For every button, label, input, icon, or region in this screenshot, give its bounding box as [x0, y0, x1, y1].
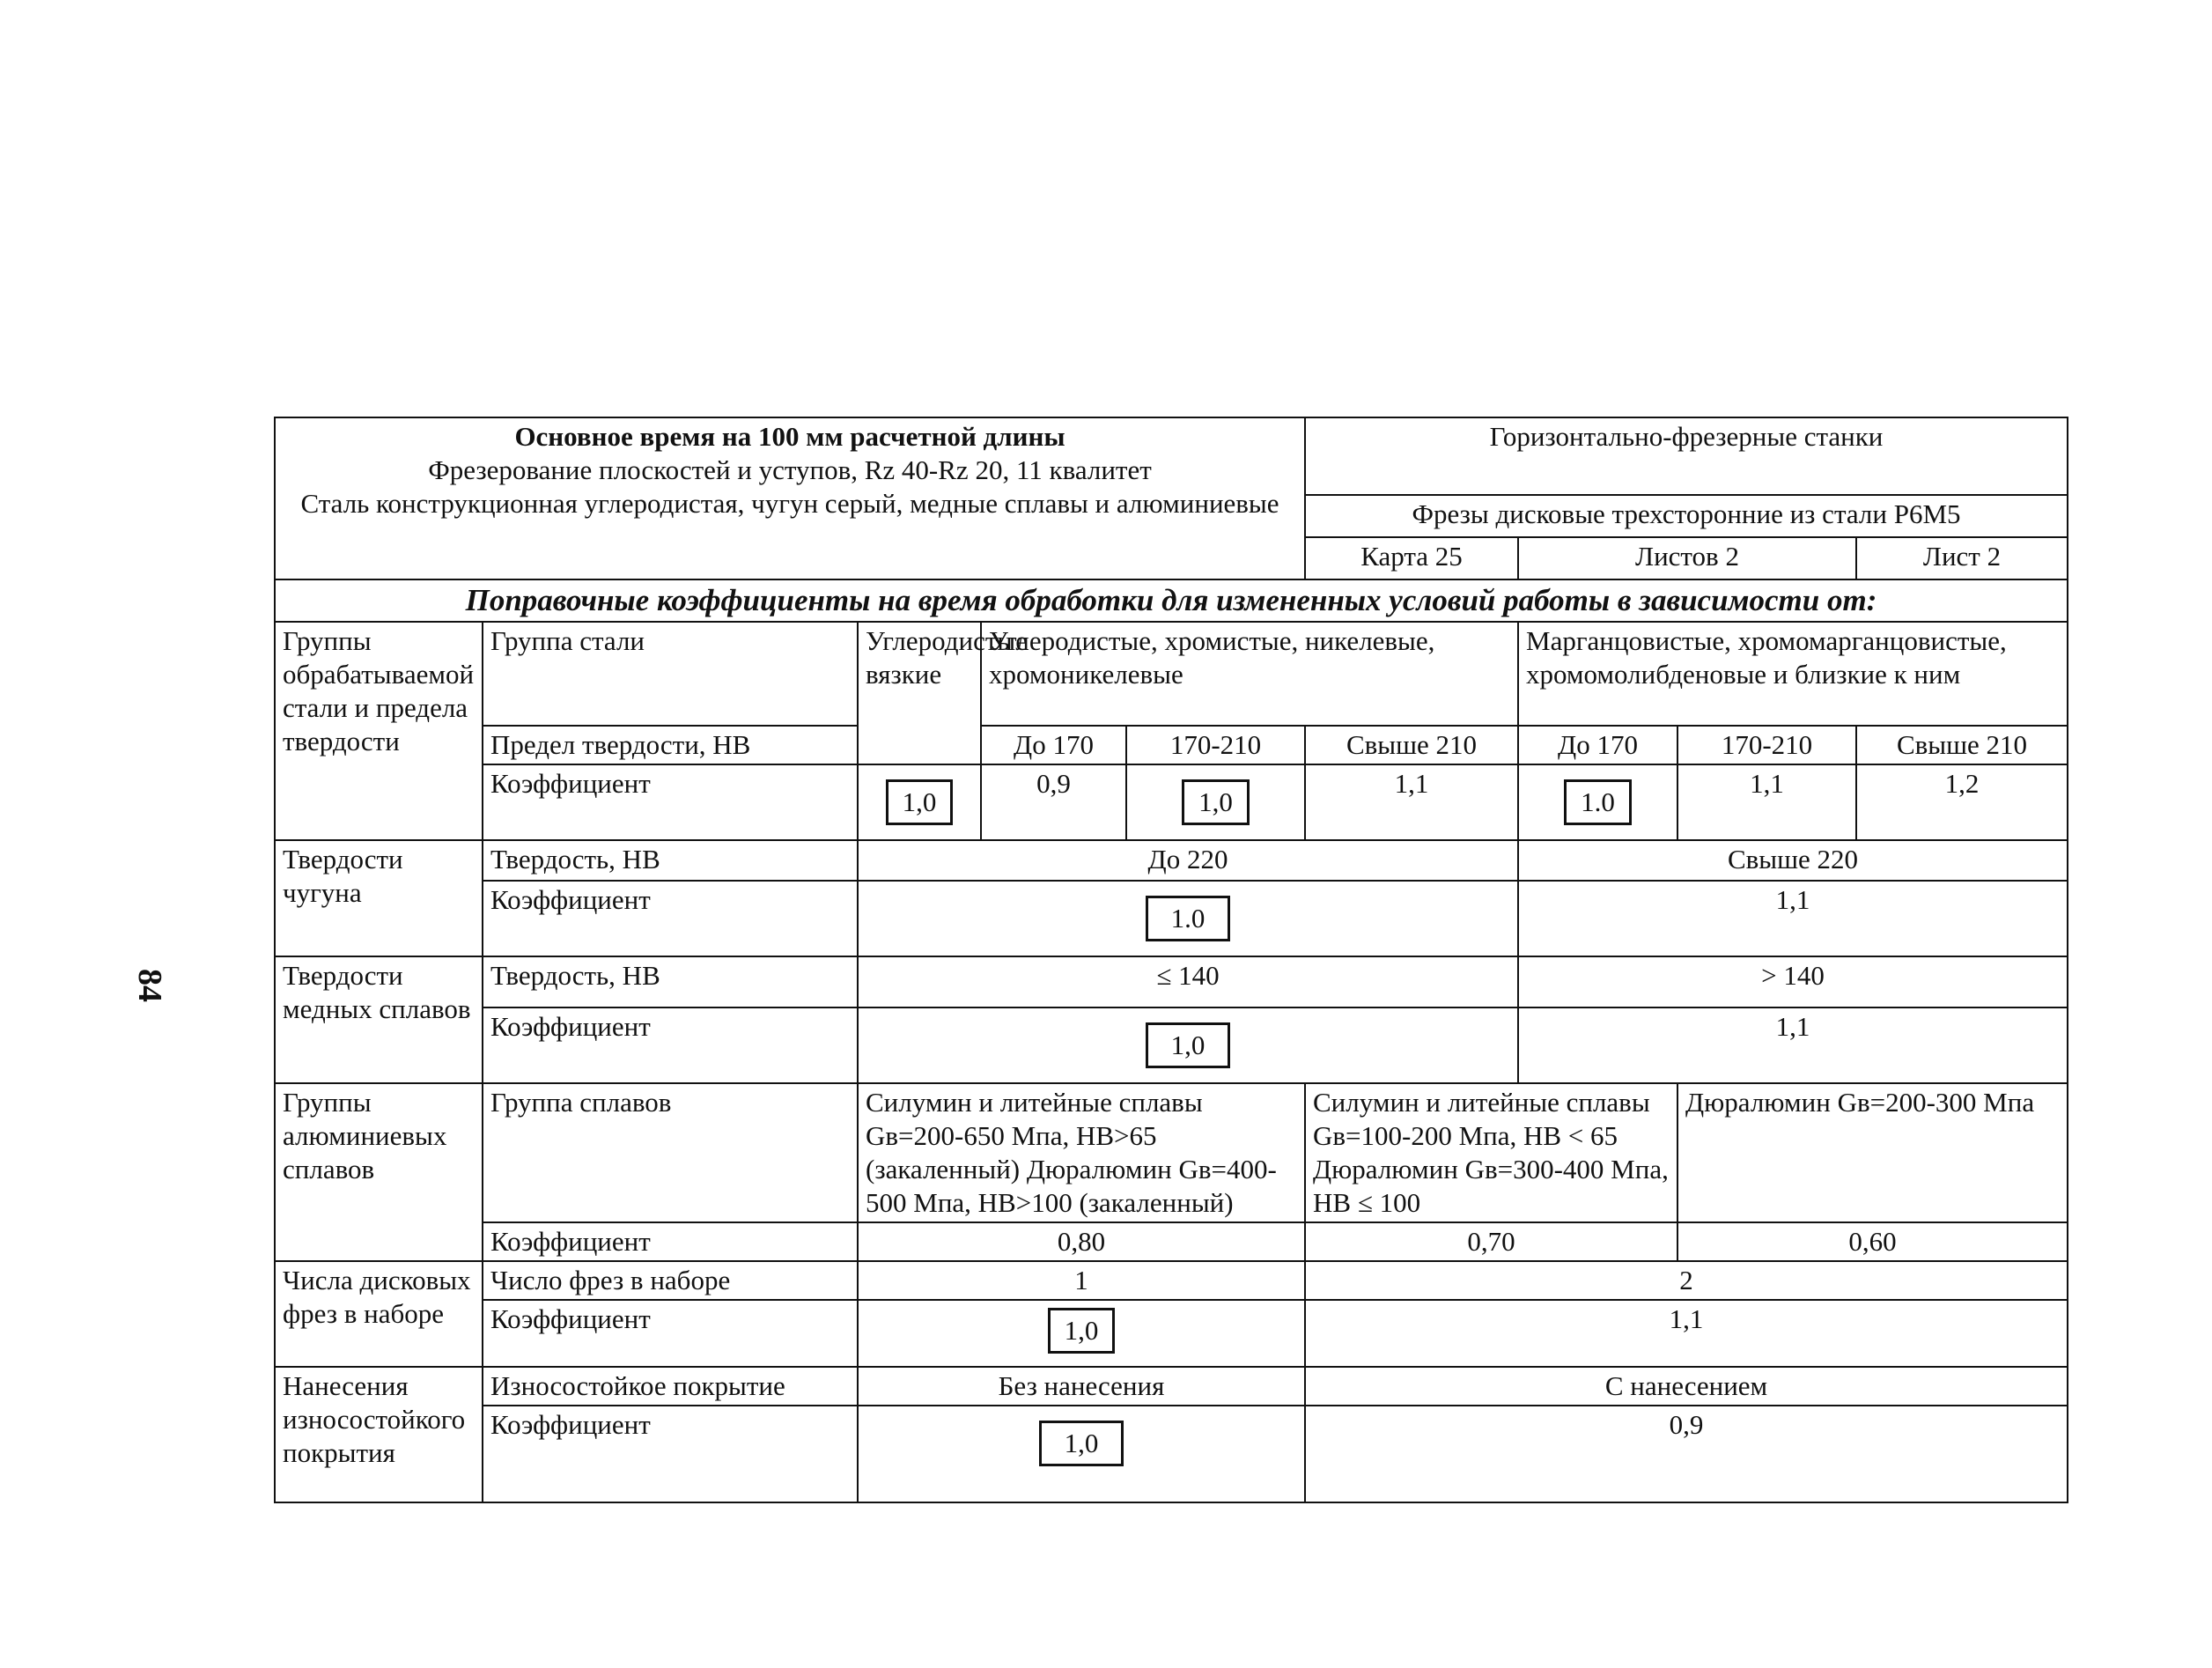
- steel-coef: 0,9: [981, 764, 1126, 840]
- cast-iron-coef-label: Коэффициент: [483, 881, 858, 956]
- steel-coef: 1,1: [1677, 764, 1856, 840]
- aluminum-coef: 0,80: [858, 1222, 1305, 1261]
- steel-coef-boxed: 1,0: [886, 779, 954, 825]
- coating-option: С нанесением: [1305, 1367, 2068, 1406]
- coating-coef-label: Коэффициент: [483, 1406, 858, 1502]
- steel-hardness-range: До 170: [1518, 726, 1677, 764]
- copper-group-label: Твердости медных сплавов: [275, 956, 483, 1083]
- aluminum-coef-label: Коэффициент: [483, 1222, 858, 1261]
- header-material: Сталь конструкционная углеродистая, чугун серый, медные сплавы и алюминиевые: [300, 488, 1279, 519]
- steel-hardness-range: Свыше 210: [1305, 726, 1518, 764]
- copper-coef-label: Коэффициент: [483, 1007, 858, 1083]
- steel-group-col-label: Группа стали: [483, 622, 858, 726]
- header-title: Основное время на 100 мм расчетной длины: [514, 421, 1065, 452]
- aluminum-alloy-group-label: Группа сплавов: [483, 1083, 858, 1222]
- copper-hardness-label: Твердость, НВ: [483, 956, 858, 1007]
- aluminum-coef: 0,60: [1677, 1222, 2068, 1261]
- copper-coef: 1,1: [1518, 1007, 2068, 1083]
- copper-range: ≤ 140: [858, 956, 1518, 1007]
- steel-hardness-range: Свыше 210: [1856, 726, 2068, 764]
- steel-coef-label: Коэффициент: [483, 764, 858, 840]
- tool-type: Фрезы дисковые трехсторонние из стали Р6М5: [1305, 495, 2068, 537]
- steel-hardness-range: 170-210: [1677, 726, 1856, 764]
- header-title-block: [275, 417, 1305, 579]
- correction-coefficients-table: [274, 417, 2068, 1503]
- steel-coef-boxed: 1.0: [1564, 779, 1632, 825]
- coating-label: Износостойкое покрытие: [483, 1367, 858, 1406]
- steel-viscous-header: Углеродистые вязкие: [858, 622, 981, 764]
- steel-coef: 1,1: [1305, 764, 1518, 840]
- cutters-count: 1: [858, 1261, 1305, 1300]
- coating-coef-boxed: 1,0: [1039, 1421, 1124, 1466]
- steel-coef: 1,2: [1856, 764, 2068, 840]
- aluminum-group-label: Группы алюминиевых сплавов: [275, 1083, 483, 1261]
- cast-iron-range: До 220: [858, 840, 1518, 881]
- cutters-coef: 1,1: [1305, 1300, 2068, 1367]
- sheet-number: Лист 2: [1856, 537, 2068, 579]
- coating-option: Без нанесения: [858, 1367, 1305, 1406]
- coating-coef: 0,9: [1305, 1406, 2068, 1502]
- copper-coef-boxed: 1,0: [1146, 1022, 1231, 1068]
- steel-coef-boxed: 1,0: [1182, 779, 1250, 825]
- machine-type: Горизонтально-фрезерные станки: [1305, 417, 2068, 495]
- aluminum-group: Силумин и литейные сплавы Gв=200-650 Мпа, НВ>65 (закаленный) Дюралюмин Gв=400-500 Мпа, НВ>100 (закаленный): [858, 1083, 1305, 1222]
- cutters-count-label: Число фрез в наборе: [483, 1261, 858, 1300]
- steel-hardness-range: 170-210: [1126, 726, 1305, 764]
- coating-group-label: Нанесения износостойкого покрытия: [275, 1367, 483, 1502]
- cast-iron-coef: 1,1: [1518, 881, 2068, 956]
- corrections-heading: Поправочные коэффициенты на время обработки для измененных условий работы в зависимости от:: [275, 579, 2068, 622]
- page-number: 84: [131, 969, 168, 1002]
- cast-iron-range: Свыше 220: [1518, 840, 2068, 881]
- steel-group-label: Группы обрабатываемой стали и предела твердости: [275, 622, 483, 840]
- cutters-count: 2: [1305, 1261, 2068, 1300]
- card-number: Карта 25: [1305, 537, 1518, 579]
- header-subtitle: Фрезерование плоскостей и уступов, Rz 40-Rz 20, 11 квалитет: [428, 454, 1152, 485]
- cutters-coef-label: Коэффициент: [483, 1300, 858, 1367]
- sheets-count: Листов 2: [1518, 537, 1856, 579]
- aluminum-group: Силумин и литейные сплавы Gв=100-200 Мпа, НВ < 65 Дюралюмин Gв=300-400 Мпа, НВ ≤ 100: [1305, 1083, 1677, 1222]
- cast-iron-coef-boxed: 1.0: [1146, 896, 1231, 941]
- cutters-group-label: Числа дисковых фрез в наборе: [275, 1261, 483, 1367]
- aluminum-group: Дюралюмин Gв=200-300 Мпа: [1677, 1083, 2068, 1222]
- steel-hardness-range: До 170: [981, 726, 1126, 764]
- cast-iron-hardness-label: Твердость, НВ: [483, 840, 858, 881]
- cast-iron-group-label: Твердости чугуна: [275, 840, 483, 956]
- copper-range: > 140: [1518, 956, 2068, 1007]
- steel-hardness-label: Предел твердости, НВ: [483, 726, 858, 764]
- cutters-coef-boxed: 1,0: [1048, 1308, 1116, 1354]
- steel-manganese-header: Марганцовистые, хромомарганцовистые, хромомолибденовые и близкие к ним: [1518, 622, 2068, 726]
- steel-carbon-header: Углеродистые, хромистые, никелевые, хромоникелевые: [981, 622, 1518, 726]
- aluminum-coef: 0,70: [1305, 1222, 1677, 1261]
